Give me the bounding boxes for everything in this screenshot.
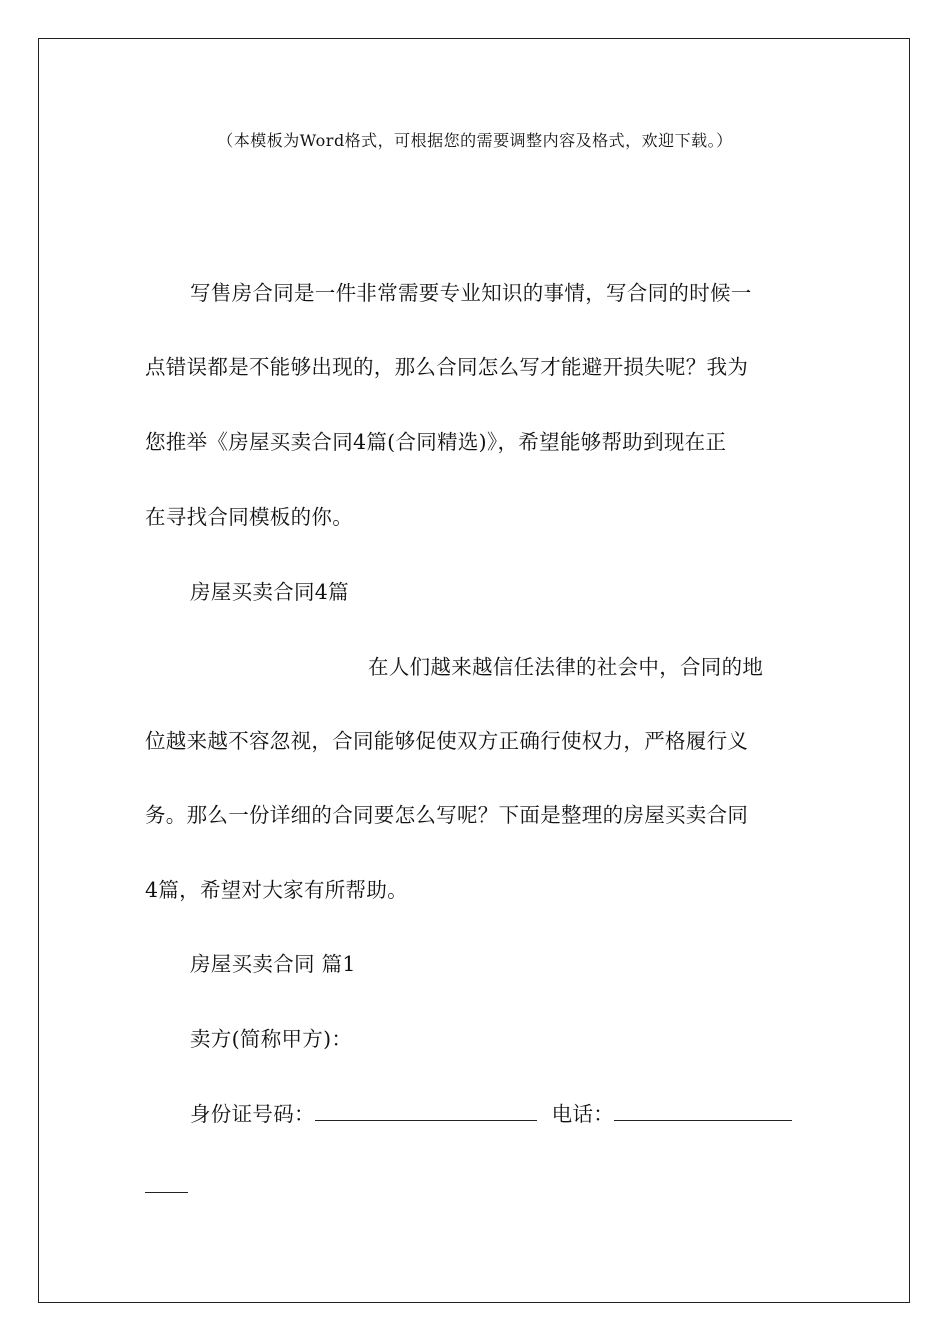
body-line-3: 务。那么一份详细的合同要怎么写呢？下面是整理的房屋买卖合同 bbox=[145, 803, 749, 827]
phone-blank[interactable] bbox=[614, 1102, 792, 1121]
body-line-4: 4篇，希望对大家有所帮助。 bbox=[145, 878, 408, 902]
document-heading: 房屋买卖合同4篇 bbox=[190, 580, 349, 604]
phone-blank-continued[interactable] bbox=[145, 1175, 188, 1193]
intro-line-3: 您推举《房屋买卖合同4篇(合同精选)》，希望能够帮助到现在正 bbox=[145, 430, 727, 454]
section-title: 房屋买卖合同 篇1 bbox=[190, 952, 356, 976]
body-line-2: 位越来越不容忽视，合同能够促使双方正确行使权力，严格履行义 bbox=[145, 729, 749, 753]
id-number-label: 身份证号码： bbox=[190, 1102, 315, 1126]
intro-line-2: 点错误都是不能够出现的，那么合同怎么写才能避开损失呢？我为 bbox=[145, 355, 749, 379]
phone-label: 电话： bbox=[551, 1102, 615, 1126]
intro-line-4: 在寻找合同模板的你。 bbox=[145, 505, 353, 529]
id-number-blank[interactable] bbox=[315, 1102, 537, 1121]
intro-line-1: 写售房合同是一件非常需要专业知识的事情，写合同的时候一 bbox=[190, 281, 752, 305]
body-line-1: 在人们越来越信任法律的社会中，合同的地 bbox=[368, 655, 764, 679]
id-phone-row bbox=[190, 1097, 792, 1127]
template-notice: （本模板为Word格式，可根据您的需要调整内容及格式，欢迎下载。） bbox=[217, 131, 733, 150]
seller-label: 卖方(简称甲方)： bbox=[190, 1027, 353, 1051]
